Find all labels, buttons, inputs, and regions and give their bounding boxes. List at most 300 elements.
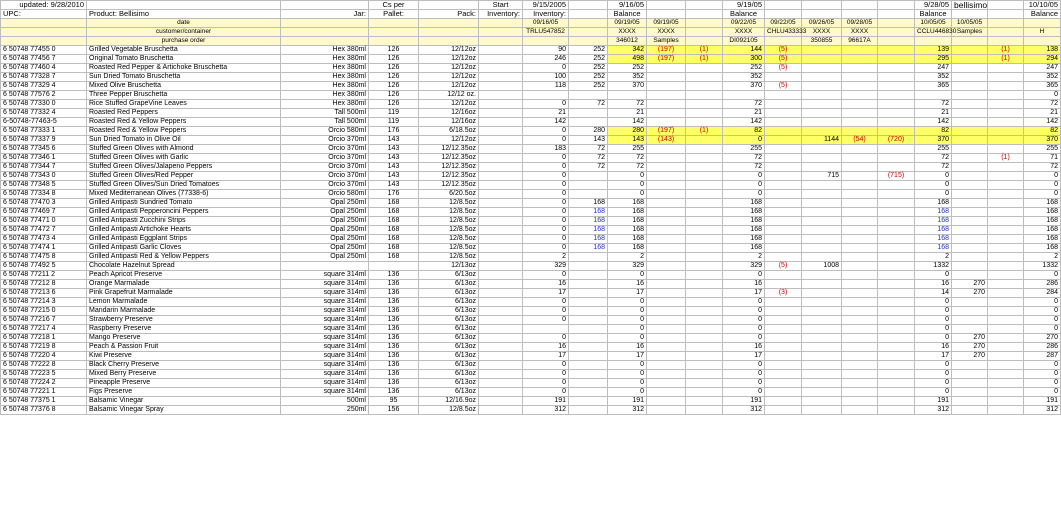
- pallet-cell[interactable]: 136: [369, 316, 419, 325]
- date-cell[interactable]: 09/19/05: [608, 19, 647, 28]
- start-inventory-cell[interactable]: 246: [523, 55, 569, 64]
- po-cell[interactable]: [765, 37, 802, 46]
- pallet-cell[interactable]: 136: [369, 298, 419, 307]
- qty-cell[interactable]: [686, 64, 723, 73]
- qty-cell[interactable]: 72: [608, 163, 647, 172]
- qty-cell[interactable]: [802, 406, 842, 415]
- qty-cell[interactable]: [765, 343, 802, 352]
- upc-cell[interactable]: 6 50748 77329 4: [1, 82, 87, 91]
- qty-cell[interactable]: [647, 190, 686, 199]
- qty-cell[interactable]: 72: [569, 145, 608, 154]
- inventory-date-cell[interactable]: [479, 370, 523, 379]
- upc-cell[interactable]: 6 50748 77475 8: [1, 253, 87, 262]
- qty-cell[interactable]: 168: [1024, 226, 1061, 235]
- qty-cell[interactable]: [878, 289, 915, 298]
- product-cell[interactable]: Mango Preserve: [87, 334, 281, 343]
- qty-cell[interactable]: 1144: [802, 136, 842, 145]
- qty-cell[interactable]: 0: [608, 334, 647, 343]
- qty-cell[interactable]: 0: [1024, 91, 1061, 100]
- qty-cell[interactable]: [569, 316, 608, 325]
- pallet-cell[interactable]: 119: [369, 109, 419, 118]
- qty-cell[interactable]: 0: [1024, 181, 1061, 190]
- qty-cell[interactable]: 286: [1024, 343, 1061, 352]
- product-cell[interactable]: Figs Preserve: [87, 388, 281, 397]
- pack-header[interactable]: Pack:: [419, 10, 479, 19]
- qty-cell[interactable]: [952, 136, 988, 145]
- jar-cell[interactable]: Opal 250ml: [281, 199, 369, 208]
- upc-cell[interactable]: 6 50748 77492 5: [1, 262, 87, 271]
- qty-cell[interactable]: [569, 307, 608, 316]
- qty-cell[interactable]: [988, 208, 1024, 217]
- product-cell[interactable]: Peach & Passion Fruit: [87, 343, 281, 352]
- balance-928-header[interactable]: Balance: [915, 10, 952, 19]
- qty-cell[interactable]: [686, 118, 723, 127]
- pallet-cell[interactable]: 168: [369, 208, 419, 217]
- start-inventory-cell[interactable]: 0: [523, 235, 569, 244]
- qty-cell[interactable]: [878, 370, 915, 379]
- qty-cell[interactable]: [952, 199, 988, 208]
- qty-cell[interactable]: 300: [723, 55, 765, 64]
- qty-cell[interactable]: [878, 352, 915, 361]
- qty-cell[interactable]: [686, 82, 723, 91]
- product-cell[interactable]: Pink Grapefruit Marmalade: [87, 289, 281, 298]
- pack-cell[interactable]: 12/8.5oz: [419, 244, 479, 253]
- jar-cell[interactable]: square 314ml: [281, 271, 369, 280]
- qty-cell[interactable]: [686, 199, 723, 208]
- qty-cell[interactable]: 168: [915, 235, 952, 244]
- inventory-date-cell[interactable]: [479, 397, 523, 406]
- qty-cell[interactable]: 17: [915, 352, 952, 361]
- start-inventory-cell[interactable]: 0: [523, 127, 569, 136]
- qty-cell[interactable]: [569, 91, 608, 100]
- qty-cell[interactable]: 168: [723, 217, 765, 226]
- pallet-cell[interactable]: 126: [369, 100, 419, 109]
- qty-cell[interactable]: 168: [608, 208, 647, 217]
- qty-cell[interactable]: [765, 334, 802, 343]
- po-cell[interactable]: 350855: [802, 37, 842, 46]
- qty-cell[interactable]: 21: [723, 109, 765, 118]
- qty-cell[interactable]: [765, 379, 802, 388]
- qty-cell[interactable]: 0: [915, 316, 952, 325]
- pack-cell[interactable]: 6/13oz: [419, 352, 479, 361]
- qty-cell[interactable]: 168: [608, 244, 647, 253]
- pallet-cell[interactable]: 168: [369, 253, 419, 262]
- qty-cell[interactable]: [765, 118, 802, 127]
- qty-cell[interactable]: [952, 316, 988, 325]
- pack-cell[interactable]: 12/13oz: [419, 262, 479, 271]
- pack-cell[interactable]: 6/13oz: [419, 280, 479, 289]
- start-inventory-cell[interactable]: 0: [523, 136, 569, 145]
- product-cell[interactable]: Grilled Antipasti Red & Yellow Peppers: [87, 253, 281, 262]
- jar-cell[interactable]: square 314ml: [281, 388, 369, 397]
- qty-cell[interactable]: [878, 235, 915, 244]
- qty-cell[interactable]: 270: [952, 280, 988, 289]
- qty-cell[interactable]: [686, 298, 723, 307]
- qty-cell[interactable]: [569, 370, 608, 379]
- start-inventory-cell[interactable]: [523, 325, 569, 334]
- qty-cell[interactable]: [988, 163, 1024, 172]
- qty-cell[interactable]: [765, 136, 802, 145]
- qty-cell[interactable]: (1): [686, 55, 723, 64]
- qty-cell[interactable]: [765, 325, 802, 334]
- qty-cell[interactable]: 0: [723, 370, 765, 379]
- qty-cell[interactable]: [765, 208, 802, 217]
- pallet-cell[interactable]: 176: [369, 190, 419, 199]
- qty-cell[interactable]: [952, 172, 988, 181]
- pack-cell[interactable]: 6/13oz: [419, 298, 479, 307]
- qty-cell[interactable]: [842, 253, 878, 262]
- qty-cell[interactable]: [878, 253, 915, 262]
- container-label[interactable]: customer/container: [87, 28, 281, 37]
- pallet-cell[interactable]: 143: [369, 163, 419, 172]
- qty-cell[interactable]: [765, 163, 802, 172]
- pack-cell[interactable]: 6/13oz: [419, 316, 479, 325]
- qty-cell[interactable]: 21: [608, 109, 647, 118]
- pack-cell[interactable]: 12/12oz: [419, 46, 479, 55]
- qty-cell[interactable]: 0: [608, 172, 647, 181]
- qty-cell[interactable]: [765, 181, 802, 190]
- qty-cell[interactable]: 17: [608, 352, 647, 361]
- qty-cell[interactable]: [647, 154, 686, 163]
- qty-cell[interactable]: (1): [686, 127, 723, 136]
- qty-cell[interactable]: [802, 271, 842, 280]
- po-cell[interactable]: [523, 37, 569, 46]
- qty-cell[interactable]: [878, 73, 915, 82]
- date-cell[interactable]: [569, 19, 608, 28]
- start-cell[interactable]: Start: [479, 1, 523, 10]
- upc-cell[interactable]: 6 50748 77343 0: [1, 172, 87, 181]
- upc-cell[interactable]: 6 50748 77460 4: [1, 64, 87, 73]
- qty-cell[interactable]: [988, 334, 1024, 343]
- product-cell[interactable]: Roasted Red & Yellow Peppers: [87, 127, 281, 136]
- start-inventory-cell[interactable]: 0: [523, 271, 569, 280]
- jar-cell[interactable]: square 314ml: [281, 343, 369, 352]
- qty-cell[interactable]: [952, 244, 988, 253]
- upc-cell[interactable]: 6 50748 77218 1: [1, 334, 87, 343]
- qty-cell[interactable]: [569, 406, 608, 415]
- qty-cell[interactable]: 72: [723, 154, 765, 163]
- qty-cell[interactable]: [878, 55, 915, 64]
- date-cell[interactable]: 09/22/05: [765, 19, 802, 28]
- qty-cell[interactable]: [647, 289, 686, 298]
- qty-cell[interactable]: [842, 388, 878, 397]
- product-cell[interactable]: Sun Dried Tomato Bruschetta: [87, 73, 281, 82]
- pallet-cell[interactable]: 143: [369, 136, 419, 145]
- qty-cell[interactable]: [988, 289, 1024, 298]
- qty-cell[interactable]: [765, 172, 802, 181]
- jar-cell[interactable]: Tall 500ml: [281, 118, 369, 127]
- qty-cell[interactable]: [802, 118, 842, 127]
- qty-cell[interactable]: [802, 64, 842, 73]
- qty-cell[interactable]: [765, 190, 802, 199]
- qty-cell[interactable]: [686, 352, 723, 361]
- pallet-header[interactable]: Pallet:: [369, 10, 419, 19]
- qty-cell[interactable]: [878, 127, 915, 136]
- product-cell[interactable]: Raspberry Preserve: [87, 325, 281, 334]
- qty-cell[interactable]: [686, 289, 723, 298]
- pallet-cell[interactable]: 143: [369, 145, 419, 154]
- jar-cell[interactable]: square 314ml: [281, 280, 369, 289]
- qty-cell[interactable]: [686, 397, 723, 406]
- container-cell[interactable]: TRLU547852: [523, 28, 569, 37]
- qty-cell[interactable]: [842, 154, 878, 163]
- qty-cell[interactable]: [686, 136, 723, 145]
- qty-cell[interactable]: 0: [1024, 172, 1061, 181]
- pack-cell[interactable]: 6/20.5oz: [419, 190, 479, 199]
- qty-cell[interactable]: [802, 361, 842, 370]
- qty-cell[interactable]: 0: [915, 379, 952, 388]
- qty-cell[interactable]: 0: [723, 136, 765, 145]
- qty-cell[interactable]: 0: [608, 361, 647, 370]
- qty-cell[interactable]: 144: [723, 46, 765, 55]
- pack-cell[interactable]: 12/8.5oz: [419, 217, 479, 226]
- jar-cell[interactable]: Opal 250ml: [281, 244, 369, 253]
- qty-cell[interactable]: [952, 217, 988, 226]
- pack-cell[interactable]: 12/12oz: [419, 64, 479, 73]
- product-cell[interactable]: Black Cherry Preserve: [87, 361, 281, 370]
- pack-cell[interactable]: 12/16oz: [419, 118, 479, 127]
- qty-cell[interactable]: [802, 217, 842, 226]
- pallet-cell[interactable]: 168: [369, 235, 419, 244]
- qty-cell[interactable]: [765, 361, 802, 370]
- pallet-cell[interactable]: 168: [369, 244, 419, 253]
- qty-cell[interactable]: 72: [915, 154, 952, 163]
- start-inventory-cell[interactable]: [523, 91, 569, 100]
- qty-cell[interactable]: [765, 352, 802, 361]
- product-cell[interactable]: Sun Dried Tomato in Olive Oil: [87, 136, 281, 145]
- qty-cell[interactable]: (5): [765, 46, 802, 55]
- qty-cell[interactable]: [647, 388, 686, 397]
- qty-cell[interactable]: [988, 244, 1024, 253]
- inventory-date-cell[interactable]: [479, 379, 523, 388]
- qty-cell[interactable]: 168: [1024, 235, 1061, 244]
- inventory-date-cell[interactable]: [479, 73, 523, 82]
- qty-cell[interactable]: [842, 127, 878, 136]
- product-cell[interactable]: Mixed Mediterranean Olives (77338-6): [87, 190, 281, 199]
- jar-cell[interactable]: Orcio 370ml: [281, 154, 369, 163]
- qty-cell[interactable]: 0: [1024, 271, 1061, 280]
- qty-cell[interactable]: [802, 316, 842, 325]
- inventory-date-cell[interactable]: [479, 208, 523, 217]
- qty-cell[interactable]: [647, 352, 686, 361]
- qty-cell[interactable]: [765, 307, 802, 316]
- qty-cell[interactable]: [842, 334, 878, 343]
- qty-cell[interactable]: [686, 280, 723, 289]
- qty-cell[interactable]: [569, 388, 608, 397]
- pack-cell[interactable]: 12/8.5oz: [419, 208, 479, 217]
- qty-cell[interactable]: [952, 379, 988, 388]
- date-916-cell[interactable]: 9/16/05: [608, 1, 647, 10]
- qty-cell[interactable]: [802, 190, 842, 199]
- product-cell[interactable]: Stuffed Green Olives with Almond: [87, 145, 281, 154]
- qty-cell[interactable]: [878, 334, 915, 343]
- product-cell[interactable]: Strawberry Preserve: [87, 316, 281, 325]
- qty-cell[interactable]: 255: [1024, 145, 1061, 154]
- qty-cell[interactable]: [569, 289, 608, 298]
- product-cell[interactable]: Stuffed Green Olives/Red Pepper: [87, 172, 281, 181]
- qty-cell[interactable]: [988, 325, 1024, 334]
- qty-cell[interactable]: 143: [569, 136, 608, 145]
- qty-cell[interactable]: [647, 235, 686, 244]
- product-cell[interactable]: Original Tomato Bruschetta: [87, 55, 281, 64]
- pallet-cell[interactable]: 143: [369, 181, 419, 190]
- pallet-cell[interactable]: 168: [369, 217, 419, 226]
- jar-cell[interactable]: square 314ml: [281, 379, 369, 388]
- inventory-date-cell[interactable]: [479, 406, 523, 415]
- start-inventory-cell[interactable]: 17: [523, 352, 569, 361]
- qty-cell[interactable]: [765, 127, 802, 136]
- qty-cell[interactable]: [647, 163, 686, 172]
- qty-cell[interactable]: [765, 298, 802, 307]
- qty-cell[interactable]: 270: [952, 334, 988, 343]
- jar-cell[interactable]: Hex 380ml: [281, 82, 369, 91]
- qty-cell[interactable]: [765, 316, 802, 325]
- start-inventory-cell[interactable]: 312: [523, 406, 569, 415]
- qty-cell[interactable]: 17: [723, 289, 765, 298]
- qty-cell[interactable]: 191: [608, 397, 647, 406]
- qty-cell[interactable]: [686, 244, 723, 253]
- qty-cell[interactable]: 0: [915, 361, 952, 370]
- upc-cell[interactable]: 6 50748 77344 7: [1, 163, 87, 172]
- date-928-cell[interactable]: 9/28/05: [915, 1, 952, 10]
- qty-cell[interactable]: [842, 91, 878, 100]
- qty-cell[interactable]: [647, 397, 686, 406]
- qty-cell[interactable]: 72: [569, 163, 608, 172]
- qty-cell[interactable]: [802, 289, 842, 298]
- qty-cell[interactable]: [647, 199, 686, 208]
- qty-cell[interactable]: [686, 109, 723, 118]
- qty-cell[interactable]: 168: [569, 208, 608, 217]
- qty-cell[interactable]: [952, 73, 988, 82]
- qty-cell[interactable]: [647, 208, 686, 217]
- inventory-date-cell[interactable]: [479, 235, 523, 244]
- inventory-date-cell[interactable]: [479, 118, 523, 127]
- pack-cell[interactable]: 6/13oz: [419, 271, 479, 280]
- qty-cell[interactable]: [988, 199, 1024, 208]
- qty-cell[interactable]: [952, 181, 988, 190]
- qty-cell[interactable]: [569, 352, 608, 361]
- qty-cell[interactable]: [988, 136, 1024, 145]
- pallet-cell[interactable]: 126: [369, 73, 419, 82]
- jar-cell[interactable]: Opal 250ml: [281, 226, 369, 235]
- qty-cell[interactable]: [765, 109, 802, 118]
- qty-cell[interactable]: 142: [915, 118, 952, 127]
- qty-cell[interactable]: [647, 91, 686, 100]
- qty-cell[interactable]: 16: [915, 343, 952, 352]
- upc-cell[interactable]: 6 50748 77219 8: [1, 343, 87, 352]
- pallet-cell[interactable]: 126: [369, 46, 419, 55]
- po-cell[interactable]: [878, 37, 915, 46]
- qty-cell[interactable]: [842, 262, 878, 271]
- qty-cell[interactable]: [952, 262, 988, 271]
- qty-cell[interactable]: [723, 91, 765, 100]
- qty-cell[interactable]: 715: [802, 172, 842, 181]
- qty-cell[interactable]: 82: [915, 127, 952, 136]
- qty-cell[interactable]: 0: [915, 298, 952, 307]
- qty-cell[interactable]: (1): [988, 46, 1024, 55]
- qty-cell[interactable]: [608, 91, 647, 100]
- jar-cell[interactable]: Orcio 370ml: [281, 163, 369, 172]
- product-cell[interactable]: Chocolate Hazelnut Spread: [87, 262, 281, 271]
- qty-cell[interactable]: [952, 190, 988, 199]
- qty-cell[interactable]: 168: [915, 244, 952, 253]
- start-inventory-cell[interactable]: 0: [523, 244, 569, 253]
- qty-cell[interactable]: [878, 262, 915, 271]
- pack-cell[interactable]: 6/13oz: [419, 343, 479, 352]
- pallet-cell[interactable]: 136: [369, 280, 419, 289]
- qty-cell[interactable]: [842, 280, 878, 289]
- upc-cell[interactable]: 6 50748 77376 8: [1, 406, 87, 415]
- qty-cell[interactable]: 82: [723, 127, 765, 136]
- qty-cell[interactable]: 270: [952, 289, 988, 298]
- qty-cell[interactable]: [842, 343, 878, 352]
- qty-cell[interactable]: 252: [723, 64, 765, 73]
- start-inventory-cell[interactable]: 0: [523, 163, 569, 172]
- qty-cell[interactable]: [686, 145, 723, 154]
- qty-cell[interactable]: [802, 397, 842, 406]
- qty-cell[interactable]: 352: [915, 73, 952, 82]
- qty-cell[interactable]: [765, 217, 802, 226]
- product-cell[interactable]: Roasted Red & Yellow Peppers: [87, 118, 281, 127]
- qty-cell[interactable]: 72: [915, 100, 952, 109]
- qty-cell[interactable]: (197): [647, 55, 686, 64]
- qty-cell[interactable]: 168: [915, 208, 952, 217]
- inventory-date-cell[interactable]: [479, 343, 523, 352]
- container-cell[interactable]: XXXX: [647, 28, 686, 37]
- qty-cell[interactable]: [952, 271, 988, 280]
- qty-cell[interactable]: 191: [1024, 397, 1061, 406]
- product-cell[interactable]: Grilled Antipasti Artichoke Hearts: [87, 226, 281, 235]
- qty-cell[interactable]: 168: [723, 208, 765, 217]
- qty-cell[interactable]: [952, 226, 988, 235]
- pack-cell[interactable]: 12/12oz: [419, 55, 479, 64]
- qty-cell[interactable]: [569, 181, 608, 190]
- container-cell[interactable]: Samples: [952, 28, 988, 37]
- qty-cell[interactable]: [647, 82, 686, 91]
- jar-cell[interactable]: Hex 380ml: [281, 64, 369, 73]
- qty-cell[interactable]: [842, 217, 878, 226]
- qty-cell[interactable]: [842, 397, 878, 406]
- pack-cell[interactable]: 6/18.5oz: [419, 127, 479, 136]
- qty-cell[interactable]: 370: [723, 82, 765, 91]
- inventory-date-cell[interactable]: [479, 145, 523, 154]
- qty-cell[interactable]: [569, 334, 608, 343]
- pallet-cell[interactable]: 136: [369, 388, 419, 397]
- qty-cell[interactable]: [988, 352, 1024, 361]
- qty-cell[interactable]: 0: [915, 181, 952, 190]
- qty-cell[interactable]: 0: [723, 379, 765, 388]
- qty-cell[interactable]: [842, 208, 878, 217]
- qty-cell[interactable]: [686, 208, 723, 217]
- qty-cell[interactable]: [647, 100, 686, 109]
- qty-cell[interactable]: 0: [915, 172, 952, 181]
- pallet-cell[interactable]: [369, 262, 419, 271]
- upc-cell[interactable]: 6 50748 77214 3: [1, 298, 87, 307]
- pack-cell[interactable]: 12/12oz: [419, 136, 479, 145]
- pallet-cell[interactable]: 143: [369, 172, 419, 181]
- jar-cell[interactable]: square 314ml: [281, 370, 369, 379]
- qty-cell[interactable]: [842, 235, 878, 244]
- jar-cell[interactable]: Orcio 370ml: [281, 181, 369, 190]
- qty-cell[interactable]: [988, 181, 1024, 190]
- qty-cell[interactable]: [765, 100, 802, 109]
- pack-cell[interactable]: 6/13oz: [419, 379, 479, 388]
- jar-cell[interactable]: Tall 500ml: [281, 109, 369, 118]
- qty-cell[interactable]: 1008: [802, 262, 842, 271]
- qty-cell[interactable]: 2: [608, 253, 647, 262]
- qty-cell[interactable]: [647, 109, 686, 118]
- qty-cell[interactable]: [569, 271, 608, 280]
